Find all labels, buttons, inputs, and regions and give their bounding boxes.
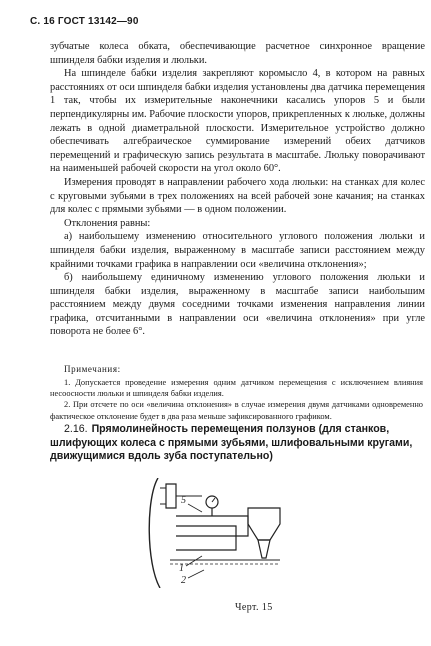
figure-drawing	[130, 478, 290, 588]
indicator-needle	[212, 498, 215, 502]
paragraph-continuation: зубчатые колеса обката, обеспечивающие расчетное синхронное вращение шпинделя бабки изделия и люльки.	[50, 41, 425, 66]
page-header: С. 16 ГОСТ 13142—90	[30, 16, 139, 27]
figure-label-1: 1	[179, 563, 184, 574]
figure-caption: Черт. 15	[235, 602, 273, 613]
leader-1	[186, 556, 202, 566]
wheel-head	[248, 508, 280, 540]
body-text	[50, 40, 425, 339]
paragraph-deviation-b: б) наибольшему единичному изменению углового положения люльки и шпинделя бабки изделия, выраженному в масштабе записи наибольшим расстоянием между двумя соседними точками изменения направления линии графика, отсчитанными в направлении оси «величина отклонения» при угле поворота не более 6°.	[50, 272, 425, 338]
fixture-mount	[160, 488, 166, 504]
section-number: 2.16.	[64, 423, 88, 435]
notes	[50, 377, 423, 422]
figure-label-2: 2	[181, 575, 186, 586]
leader-2	[188, 570, 204, 578]
section-title: Прямолинейность перемещения ползунов (для станков, шлифующих колеса с прямыми зубьями, шлифовальными кругами, движущимися вдоль зуба поступательно)	[50, 423, 413, 462]
leader-5	[188, 504, 202, 512]
housing-curve	[149, 478, 160, 588]
figure-label-5: 5	[181, 495, 186, 506]
paragraph-deviations-intro: Отклонения равны:	[64, 217, 151, 229]
paragraph-measurement: Измерения проводят в направлении рабочего хода люльки: на станках для колес с круговыми зубьями в трех положениях на всей рабочей зоне качания; на станках для колес с прямыми зубьями — в одном положении.	[50, 176, 425, 216]
paragraph-setup: На шпинделе бабки изделия закрепляют коромысло 4, в котором на равных расстояниях от оси шпинделя бабки изделия установлены два датчика перемещения 1 так, чтобы их измерительные наконечники касались упоров 5 и были перпендикулярны им. Рабочие плоскости упоров, прикрепленных к люльке, должны лежать в одной диаметральной плоскости. Измерительное устройство должно обеспечивать алгебраическое суммирование измерений обеих датчиков перемещений и графическую запись результата в масштабе. Люльку поворачивают на наименьшей рабочей скорости на угол около 60°.	[50, 68, 425, 175]
paragraph-deviation-a: а) наибольшему изменению относительного углового положения люльки и шпинделя бабки изделия, выраженному в масштабе записи расстоянием между крайними точками графика в направлении оси «величина отклонения»;	[50, 231, 425, 270]
straightedge	[176, 516, 248, 536]
note-item-1: 1. Допускается проведение измерения одним датчиком перемещения с исключением влияния несоосности люльки и шпинделя бабки изделия.	[50, 378, 423, 399]
fixture-block	[166, 484, 176, 508]
wheel-spindle	[258, 540, 270, 558]
section-heading	[50, 423, 428, 464]
notes-title: Примечания:	[64, 364, 121, 374]
note-item-2: 2. При отсчете по оси «величина отклонения» в случае измерения двумя датчиками одновременно фактическое отклонение будет в два раза меньше зафиксированного графиком.	[50, 400, 423, 421]
slide-carriage	[176, 536, 236, 550]
